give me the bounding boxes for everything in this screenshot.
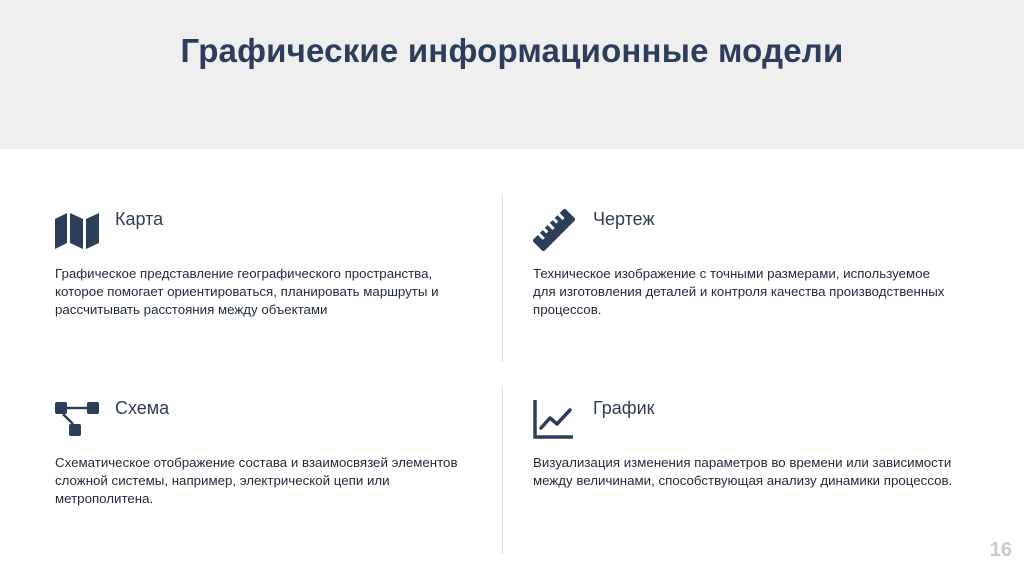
ruler-icon — [533, 209, 579, 255]
header-band — [0, 0, 1024, 149]
card-description: Графическое представление географического пространства, которое помогает ориентироваться, планировать маршруты и рассчитывать расстояния между объектами — [55, 266, 439, 317]
card-title: Схема — [115, 398, 170, 418]
map-icon — [55, 213, 101, 259]
card-description: Визуализация изменения параметров во времени или зависимости между величинами, способствующая анализу динамики процессов. — [533, 455, 953, 488]
schema-icon — [55, 400, 101, 446]
card-title: График — [593, 398, 655, 418]
card-title: Чертеж — [593, 209, 655, 229]
page-number: 16 — [989, 539, 1012, 561]
card-title: Карта — [115, 209, 164, 229]
line-chart-icon — [533, 400, 579, 446]
divider-top — [502, 196, 503, 362]
card-description: Схематическое отображение состава и взаимосвязей элементов сложной системы, например, электрической цепи или метрополитена. — [55, 455, 458, 506]
divider-bottom — [502, 388, 503, 554]
card-description: Техническое изображение с точными размерами, используемое для изготовления деталей и контроля качества производственных процессов. — [533, 266, 945, 317]
page-title: Графические информационные модели — [180, 32, 844, 69]
